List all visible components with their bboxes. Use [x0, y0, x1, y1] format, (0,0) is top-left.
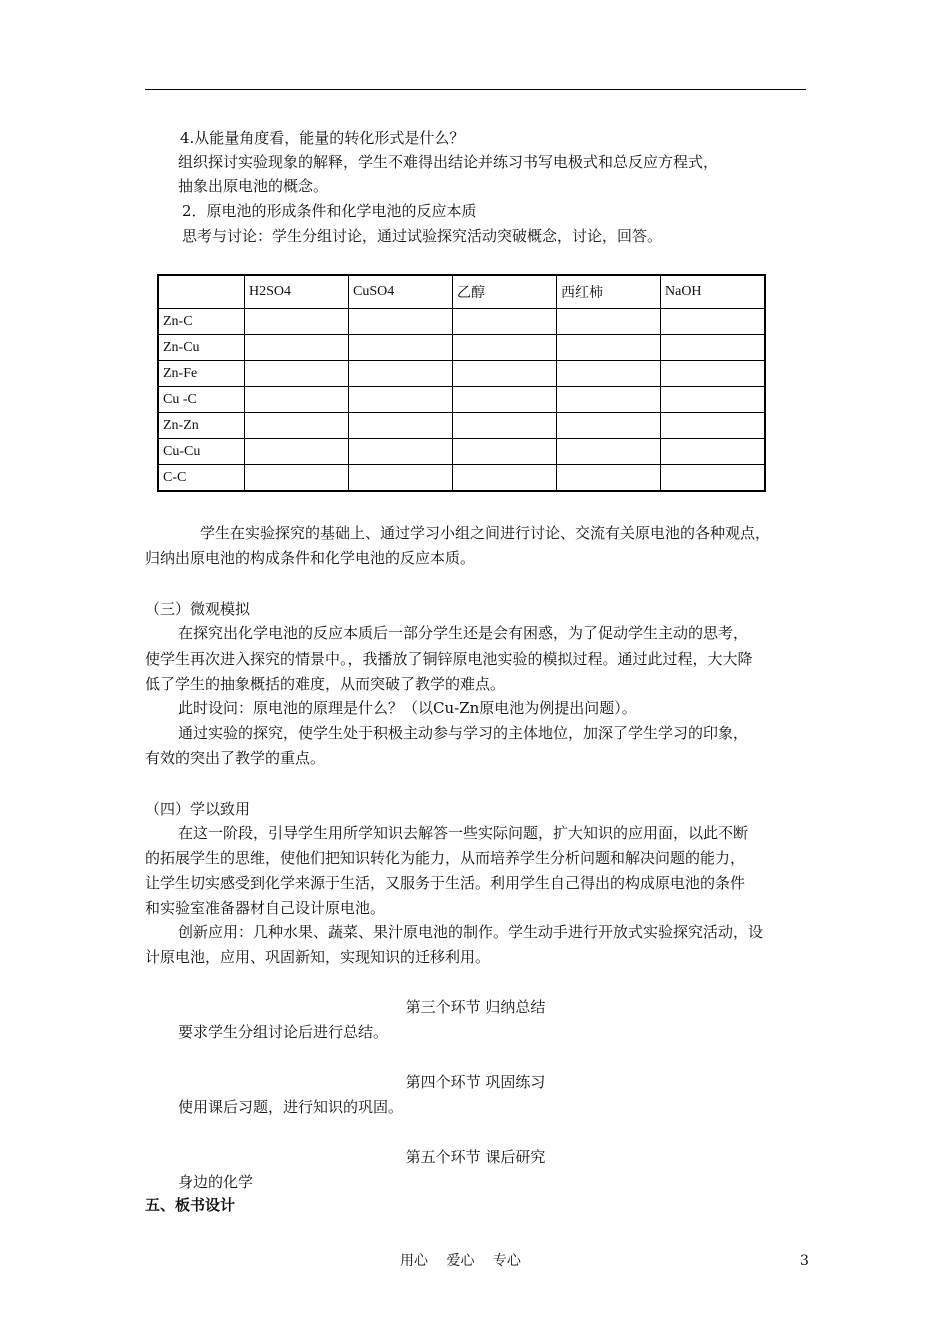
column-header: NaOH	[661, 275, 766, 309]
table-cell	[661, 439, 766, 465]
table-row	[158, 413, 765, 439]
table-cell	[453, 439, 557, 465]
table-row	[158, 387, 765, 413]
row-header: Zn-Cu	[158, 335, 245, 361]
table-cell	[557, 439, 661, 465]
table-cell	[661, 335, 766, 361]
header-rule	[145, 89, 806, 90]
subsection-title: 2．原电池的形成条件和化学电池的反应本质	[182, 202, 477, 220]
text-line: 使学生再次进入探究的情景中。，我播放了铜锌原电池实验的模拟过程。通过此过程，大大降	[145, 650, 753, 668]
step-title: 第三个环节 归纳总结	[405, 998, 546, 1016]
table-cell	[349, 387, 453, 413]
text-line: 此时设问：原电池的原理是什么？（以Cu-Zn原电池为例提出问题）。	[178, 699, 637, 717]
electrode-table	[157, 274, 766, 492]
table-cell	[453, 335, 557, 361]
step-title: 第四个环节 巩固练习	[405, 1073, 546, 1091]
text-line: 让学生切实感受到化学来源于生活，又服务于生活。利用学生自己得出的构成原电池的条件	[145, 874, 746, 892]
text-line: 有效的突出了教学的重点。	[145, 749, 326, 767]
row-header: Cu-Cu	[158, 439, 245, 465]
text-line: 创新应用：几种水果、蔬菜、果汁原电池的制作。学生动手进行开放式实验探究活动，设	[178, 923, 764, 941]
table-cell	[349, 439, 453, 465]
text-line: 在这一阶段，引导学生用所学知识去解答一些实际问题，扩大知识的应用面，以此不断	[178, 824, 749, 842]
table-cell	[245, 465, 349, 492]
text-line: 通过实验的探究，使学生处于积极主动参与学习的主体地位，加深了学生学习的印象，	[178, 724, 749, 742]
section-heading: （三）微观模拟	[145, 600, 251, 618]
text-line: 身边的化学	[178, 1173, 254, 1191]
footer-slogan: 用心 爱心 专心	[400, 1253, 521, 1269]
table-cell	[557, 335, 661, 361]
table-row	[158, 361, 765, 387]
table-cell	[453, 361, 557, 387]
text-line: 思考与讨论：学生分组讨论，通过试验探究活动突破概念，讨论，回答。	[182, 227, 663, 245]
table-cell	[661, 361, 766, 387]
text-line: 要求学生分组讨论后进行总结。	[178, 1023, 389, 1041]
text-line: 的拓展学生的思维，使他们把知识转化为能力，从而培养学生分析问题和解决问题的能力，	[145, 849, 746, 867]
table-corner-cell	[158, 275, 245, 309]
table-cell	[453, 309, 557, 335]
question-4: 4.从能量角度看，能量的转化形式是什么？	[180, 129, 465, 147]
table-cell	[349, 309, 453, 335]
page-number: 3	[800, 1253, 809, 1269]
table-row	[158, 309, 765, 335]
section-heading: 五、板书设计	[145, 1196, 236, 1214]
table-cell	[661, 465, 766, 492]
table-cell	[453, 413, 557, 439]
table-row	[158, 439, 765, 465]
table-cell	[245, 335, 349, 361]
table-cell	[661, 413, 766, 439]
column-header: 乙醇	[453, 275, 557, 309]
row-header: C-C	[158, 465, 245, 492]
table-cell	[349, 335, 453, 361]
table-cell	[245, 309, 349, 335]
row-header: Zn-C	[158, 309, 245, 335]
row-header: Zn-Zn	[158, 413, 245, 439]
table-cell	[349, 413, 453, 439]
table-cell	[661, 387, 766, 413]
table-header-row	[158, 275, 765, 309]
row-header: Zn-Fe	[158, 361, 245, 387]
text-line: 学生在实验探究的基础上、通过学习小组之间进行讨论、交流有关原电池的各种观点，	[200, 524, 771, 542]
table-cell	[557, 387, 661, 413]
table-cell	[557, 309, 661, 335]
table-cell	[557, 361, 661, 387]
step-title: 第五个环节 课后研究	[405, 1148, 546, 1166]
text-line: 低了学生的抽象概括的难度，从而突破了教学的难点。	[145, 675, 506, 693]
table-row	[158, 465, 765, 492]
table-cell	[245, 361, 349, 387]
text-line: 和实验室准备器材自己设计原电池。	[145, 899, 386, 917]
table-cell	[245, 439, 349, 465]
text-line: 在探究出化学电池的反应本质后一部分学生还是会有困惑，为了促动学生主动的思考，	[178, 624, 749, 642]
table-cell	[557, 413, 661, 439]
text-line: 归纳出原电池的构成条件和化学电池的反应本质。	[145, 549, 476, 567]
table-cell	[245, 413, 349, 439]
table-cell	[453, 465, 557, 492]
column-header: H2SO4	[245, 275, 349, 309]
column-header: 西红柿	[557, 275, 661, 309]
table-cell	[661, 309, 766, 335]
text-line: 计原电池，应用、巩固新知，实现知识的迁移利用。	[145, 948, 491, 966]
table-cell	[245, 387, 349, 413]
text-line: 使用课后习题，进行知识的巩固。	[178, 1098, 404, 1116]
section-heading: （四）学以致用	[145, 800, 251, 818]
table-cell	[453, 387, 557, 413]
column-header: CuSO4	[349, 275, 453, 309]
table-cell	[557, 465, 661, 492]
row-header: Cu -C	[158, 387, 245, 413]
table-row	[158, 335, 765, 361]
table-cell	[349, 465, 453, 492]
text-line: 抽象出原电池的概念。	[178, 177, 329, 195]
table-cell	[349, 361, 453, 387]
text-line: 组织探讨实验现象的解释，学生不难得出结论并练习书写电极式和总反应方程式，	[178, 153, 719, 171]
